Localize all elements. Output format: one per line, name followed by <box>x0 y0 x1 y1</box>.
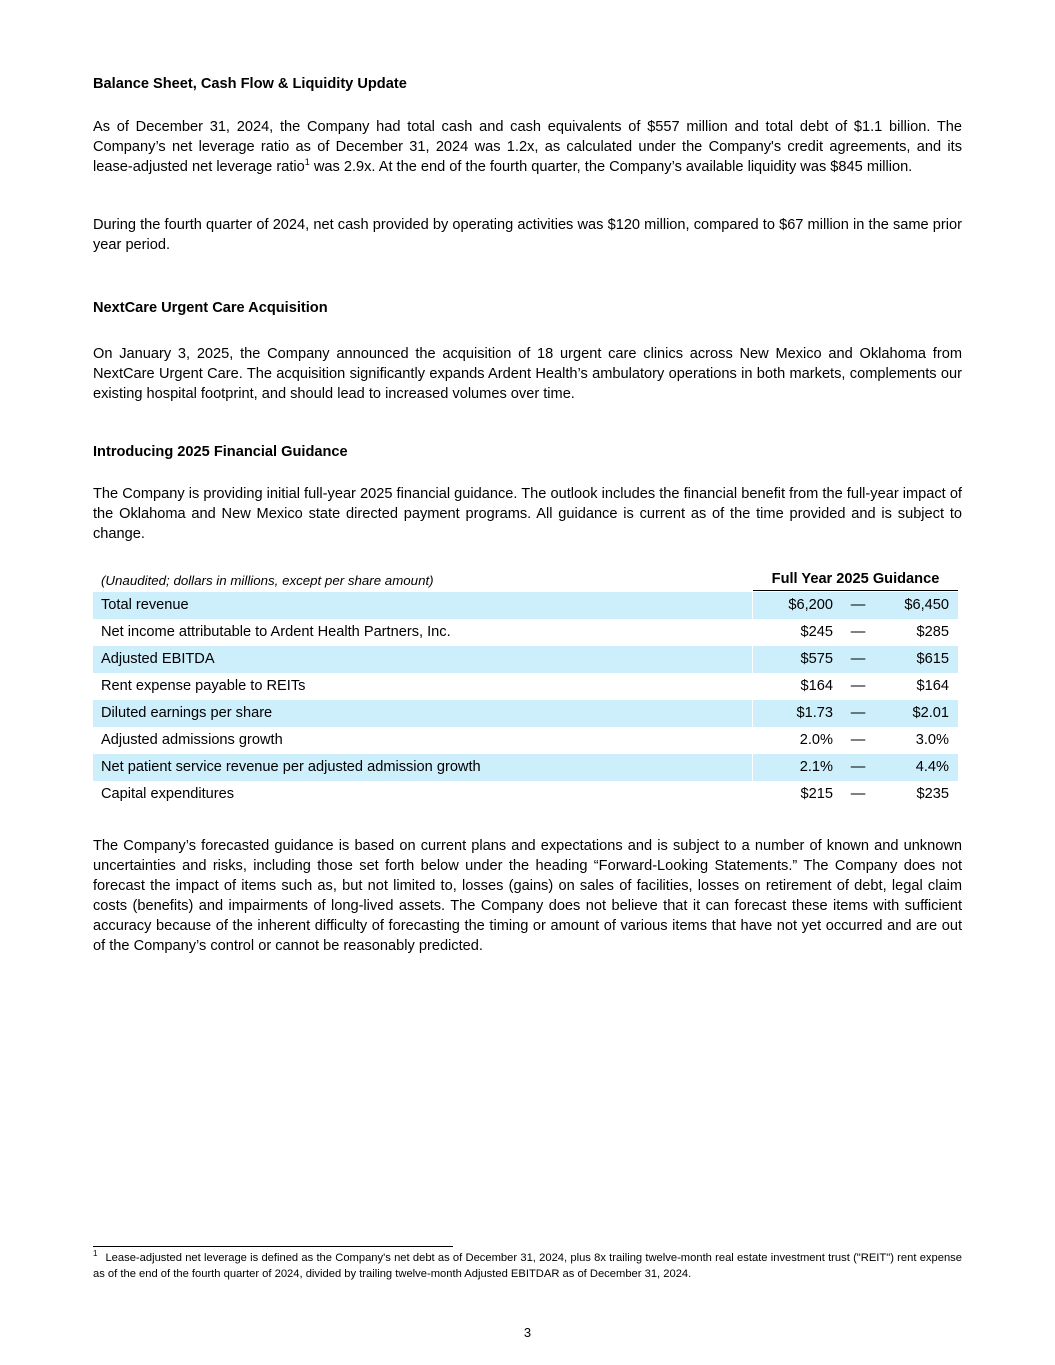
table-caption: (Unaudited; dollars in millions, except per share amount) <box>101 573 434 588</box>
table-row <box>93 592 958 619</box>
table-row <box>93 619 958 646</box>
guidance-paragraph: The Company is providing initial full-year 2025 financial guidance. The outlook includes the financial benefit from the full-year impact of the Oklahoma and New Mexico state directed payment programs. All guidance is current as of the time provided and is subject to change. <box>93 486 962 542</box>
footnote-marker: 1 <box>93 1249 98 1259</box>
row-high-value: $2.01 <box>912 705 949 721</box>
table-row <box>93 754 958 781</box>
row-label: Capital expenditures <box>101 786 235 802</box>
balance-paragraph-1-text-b: was 2.9x. At the end of the fourth quarter, the Company’s available liquidity was $845 million. <box>309 159 913 175</box>
row-low-value: $6,200 <box>788 597 833 613</box>
row-range-dash: — <box>850 705 866 721</box>
row-low-value: $215 <box>800 786 833 802</box>
nextcare-heading: NextCare Urgent Care Acquisition <box>93 300 328 316</box>
row-label: Net income attributable to Ardent Health Partners, Inc. <box>101 624 451 640</box>
row-label: Adjusted admissions growth <box>101 732 283 748</box>
nextcare-paragraph: On January 3, 2025, the Company announced the acquisition of 18 urgent care clinics across New Mexico and Oklahoma from NextCare Urgent Care. The acquisition significantly expands Ardent Health’s ambulatory operations in both markets, complements our existing hospital footprint, and should lead to increased volumes over time. <box>93 346 962 402</box>
balance-paragraph-2: During the fourth quarter of 2024, net cash provided by operating activities was $120 million, compared to $67 million in the same prior year period. <box>93 217 962 253</box>
row-high-value: 3.0% <box>915 732 949 748</box>
row-label: Total revenue <box>101 597 189 613</box>
row-low-value: 2.1% <box>799 759 833 775</box>
row-low-value: $245 <box>800 624 833 640</box>
footnote-text: Lease-adjusted net leverage is defined as the Company's net debt as of December 31, 2024, plus 8x trailing twelve-month real estate investment trust ("REIT") rent expense as of the end of the fourth quarter of 2024, divided by trailing twelve-month Adjusted EBITDAR as of December 31, 2024. <box>93 1252 962 1280</box>
guidance-table <box>93 568 962 808</box>
row-range-dash: — <box>850 678 866 694</box>
row-label: Adjusted EBITDA <box>101 651 215 667</box>
footnote <box>93 1250 962 1282</box>
row-high-value: $235 <box>916 786 949 802</box>
page-number: 3 <box>523 1325 532 1340</box>
row-low-value: $1.73 <box>796 705 833 721</box>
row-range-dash: — <box>850 597 866 613</box>
table-column-header: Full Year 2025 Guidance <box>753 571 958 591</box>
table-row <box>93 646 958 673</box>
row-high-value: $164 <box>916 678 949 694</box>
row-high-value: $615 <box>916 651 949 667</box>
row-label: Diluted earnings per share <box>101 705 273 721</box>
balance-paragraph-1-text-a: As of December 31, 2024, the Company had total cash and cash equivalents of $557 million and total debt of $1.1 billion. The Company’s net leverage ratio as of December 31, 2024 was 1.2x, as calculated under the Company's credit agreements, and its lease-adjusted net leverage ratio <box>93 119 962 175</box>
row-low-value: $164 <box>800 678 833 694</box>
row-range-dash: — <box>850 624 866 640</box>
row-range-dash: — <box>850 759 866 775</box>
row-low-value: $575 <box>800 651 833 667</box>
row-range-dash: — <box>850 786 866 802</box>
guidance-table-header <box>93 568 962 592</box>
guidance-heading: Introducing 2025 Financial Guidance <box>93 444 348 460</box>
guidance-disclaimer-paragraph: The Company’s forecasted guidance is based on current plans and expectations and is subject to a number of known and unknown uncertainties and risks, including those set forth below under the heading “Forward-Looking Statements.” The Company does not forecast the impact of items such as, but not limited to, losses (gains) on sales of facilities, losses on retirement of debt, legal claim costs (benefits) and impairments of long-lived assets. The Company does not believe that it can forecast these items with sufficient accuracy because of the inherent difficulty of forecasting the timing or amount of various items that have not yet occurred and are out of the Company’s control or cannot be reasonably predicted. <box>93 838 962 954</box>
table-row <box>93 781 958 808</box>
table-row <box>93 727 958 754</box>
guidance-table-body <box>93 592 962 808</box>
row-high-value: $285 <box>916 624 949 640</box>
row-label: Net patient service revenue per adjusted admission growth <box>101 759 481 775</box>
balance-heading: Balance Sheet, Cash Flow & Liquidity Update <box>93 76 407 92</box>
balance-paragraph-1 <box>93 117 962 177</box>
row-low-value: 2.0% <box>799 732 833 748</box>
footnote-reference: 1 <box>304 157 310 168</box>
table-row <box>93 700 958 727</box>
table-row <box>93 673 958 700</box>
row-range-dash: — <box>850 732 866 748</box>
row-label: Rent expense payable to REITs <box>101 678 306 694</box>
row-range-dash: — <box>850 651 866 667</box>
row-high-value: $6,450 <box>904 597 949 613</box>
footnote-separator <box>93 1246 453 1247</box>
row-high-value: 4.4% <box>915 759 949 775</box>
